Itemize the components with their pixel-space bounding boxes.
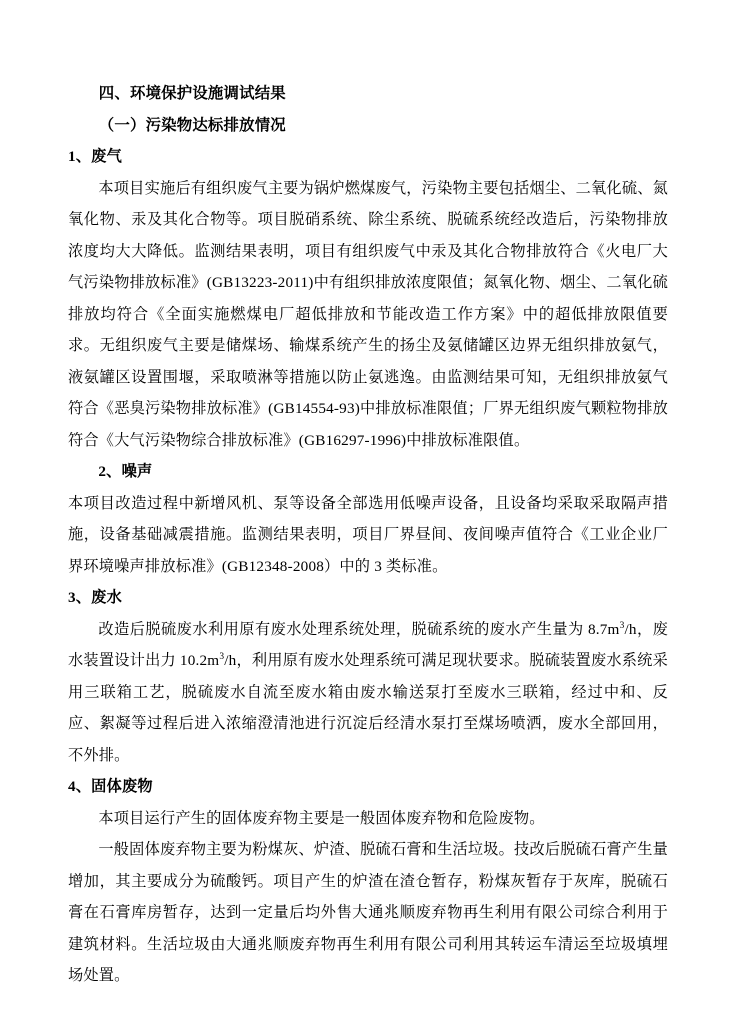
section-3-text-part2: /h，废水装置设计出力 10.2 (68, 620, 668, 669)
section-3-superscript-2: 3 (219, 651, 225, 662)
section-3-superscript-1: 3 (619, 620, 625, 631)
section-3-paragraph (68, 614, 668, 772)
section-3-label: 3、废水 (68, 589, 122, 606)
section-3-text-part3: /h，利用原有废水处理系统可满足现状要求。脱硫装置废水系统采用三联箱工艺，脱硫废水自流至废水箱由废水输送泵打至废水三联箱，经过中和、反应、絮凝等过程后进入浓缩澄清池进行沉淀后经清水泵打至煤场喷洒，废水全部回用，不外排。 (68, 652, 668, 764)
document-body (68, 78, 668, 992)
section-4-paragraph-2: 一般固体废弃物主要为粉煤灰、炉渣、脱硫石膏和生活垃圾。技改后脱硫石膏产生量增加，其主要成分为硫酸钙。项目产生的炉渣在渣仓暂存，粉煤灰暂存于灰库，脱硫石膏在石膏库房暂存，达到一定量后均外售大通兆顺废弃物再生利用有限公司综合利用于建筑材料。生活垃圾由大通兆顺废弃物再生利用有限公司利用其转运车清运至垃圾填埋场处置。 (68, 841, 668, 984)
section-1-paragraph: 本项目实施后有组织废气主要为锅炉燃煤废气，污染物主要包括烟尘、二氧化硫、氮氧化物、汞及其化合物等。项目脱硝系统、除尘系统、脱硫系统经改造后，污染物排放浓度均大大降低。监测结果表明，项目有组织废气中汞及其化合物排放符合《火电厂大气污染物排放标准》(GB13223-2011)中有组织排放浓度限值；氮氧化物、烟尘、二氧化硫排放均符合《全面实施燃煤电厂超低排放和节能改造工作方案》中的超低排放限值要求。无组织废气主要是储煤场、输煤系统产生的扬尘及氨储罐区边界无组织排放氨气，液氨罐区设置围堰，采取喷淋等措施以防止氨逃逸。由监测结果可知，无组织排放氨气符合《恶臭污染物排放标准》(GB14554-93)中排放标准限值；厂界无组织废气颗粒物排放符合《大气污染物综合排放标准》(GB16297-1996)中排放标准限值。 (68, 179, 668, 449)
heading-main: 四、环境保护设施调试结果 (98, 85, 286, 102)
section-4-label: 4、固体废物 (68, 778, 153, 795)
section-1-label: 1、废气 (68, 148, 122, 165)
section-2-label: 2、噪声 (98, 463, 153, 480)
heading-sub: （一）污染物达标排放情况 (98, 116, 286, 134)
section-2-paragraph: 本项目改造过程中新增风机、泵等设备全部选用低噪声设备，且设备均采取采取隔声措施，设备基础减震措施。监测结果表明，项目厂界昼间、夜间噪声值符合《工业企业厂界环境噪声排放标准》(GB12348-2008）中的 3 类标准。 (68, 494, 668, 575)
section-3-unit-2: m (207, 652, 220, 669)
section-3-text-part1: 改造后脱硫废水利用原有废水处理系统处理，脱硫系统的废水产生量为 8.7m (98, 620, 620, 638)
section-4-paragraph-1: 本项目运行产生的固体废弃物主要是一般固体废弃物和危险废物。 (98, 809, 545, 827)
